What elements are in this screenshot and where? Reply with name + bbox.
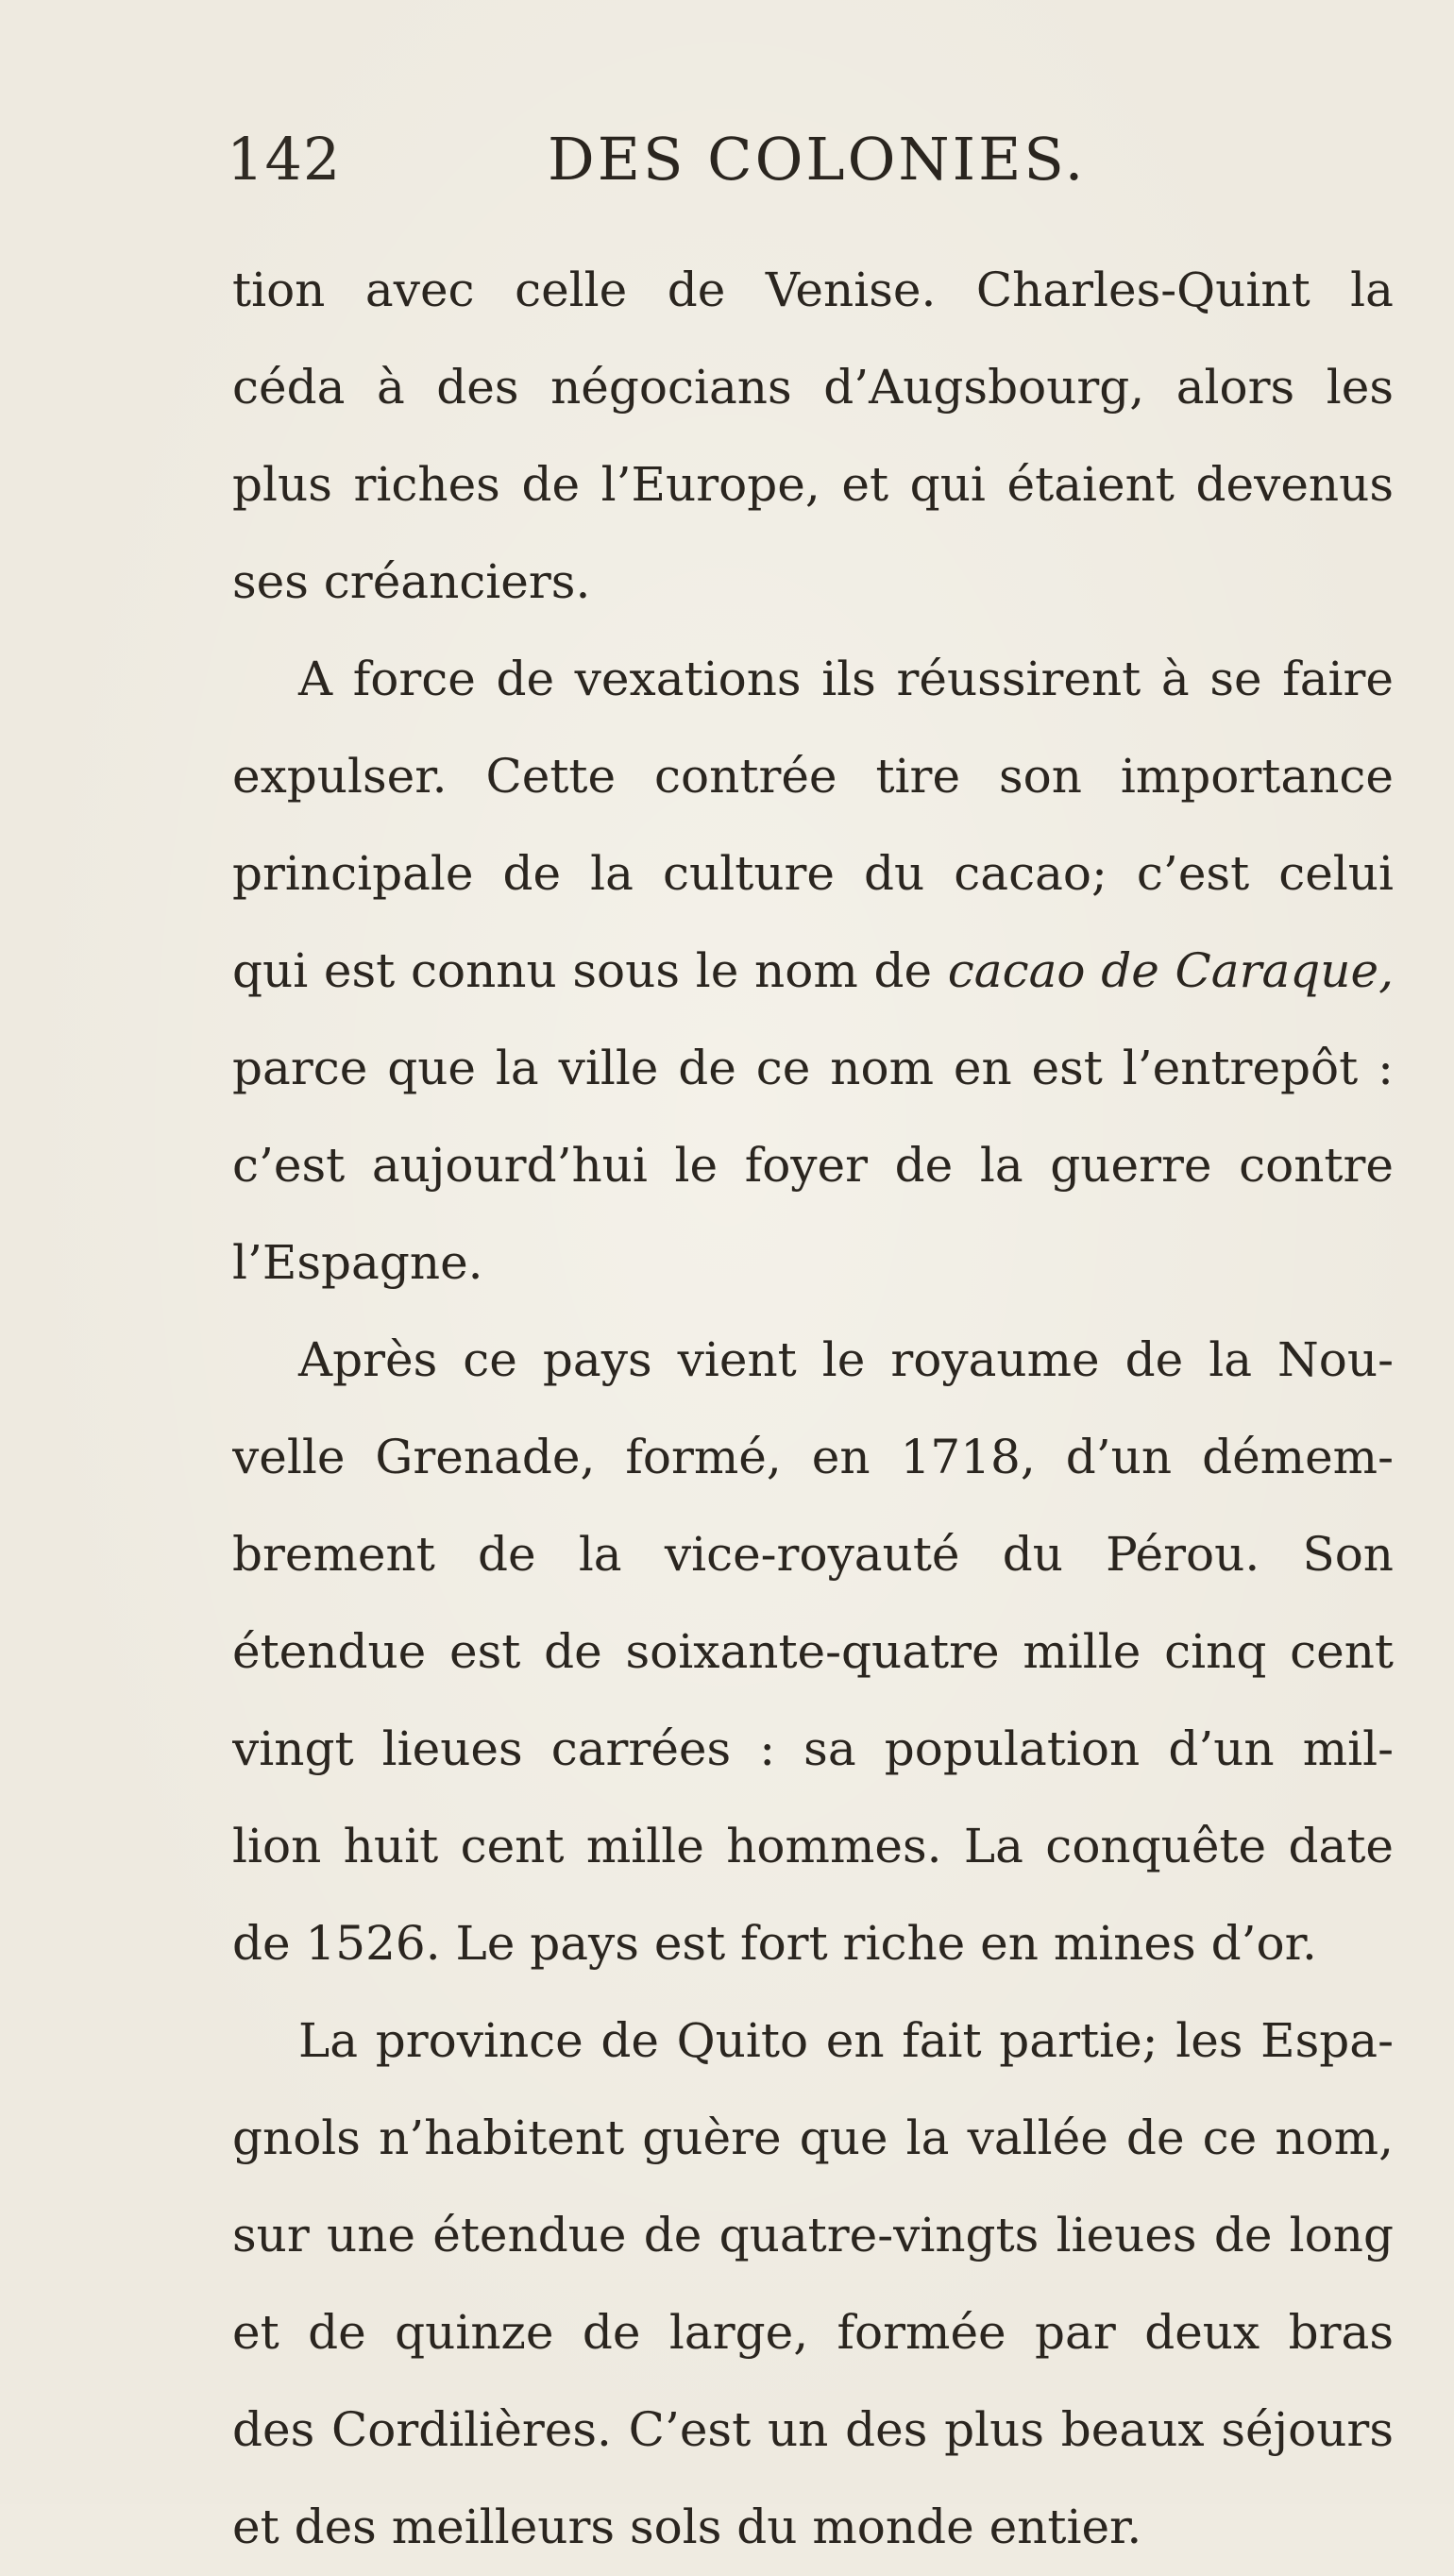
text-line: Après ce pays vient le royaume de la Nou- <box>298 1332 1394 1387</box>
text-line: La province de Quito en fait partie; les Espa- <box>298 2013 1394 2068</box>
page-header <box>227 113 1397 217</box>
text-line: plus riches de l’Europe, et qui étaient devenus <box>232 457 1394 512</box>
text-line: de 1526. Le pays est fort riche en mines d’or. <box>232 1916 1317 1971</box>
body-text <box>232 242 1394 2576</box>
italic-term: cacao de Caraque, <box>947 943 1394 998</box>
page-number: 142 <box>227 125 342 194</box>
text-line: brement de la vice-royauté du Pérou. Son <box>232 1527 1394 1582</box>
text-line: parce que la ville de ce nom en est l’entrepôt : <box>232 1041 1394 1095</box>
text-line: lion huit cent mille hommes. La conquête date <box>232 1819 1394 1873</box>
text-line: A force de vexations ils réussirent à se faire <box>298 652 1394 706</box>
text-line: étendue est de soixante-quatre mille cinq cent <box>232 1624 1394 1679</box>
text-line: ses créanciers. <box>232 554 591 609</box>
text-line: et de quinze de large, formée par deux bras <box>232 2305 1394 2360</box>
text-line: des Cordilières. C’est un des plus beaux séjours <box>232 2402 1394 2457</box>
text-line: céda à des négocians d’Augsbourg, alors les <box>232 360 1394 415</box>
running-title: DES COLONIES. <box>548 125 1087 194</box>
text-line: principale de la culture du cacao; c’est celui <box>232 846 1394 901</box>
text-line-with-italic <box>232 923 1394 1020</box>
text-line: sur une étendue de quatre-vingts lieues de long <box>232 2208 1394 2262</box>
text-line: velle Grenade, formé, en 1718, d’un démem- <box>232 1430 1394 1484</box>
text-segment: qui est connu sous le nom de <box>232 943 933 998</box>
text-line: expulser. Cette contrée tire son importance <box>232 749 1394 804</box>
text-line: gnols n’habitent guère que la vallée de ce nom, <box>232 2110 1394 2165</box>
text-line: et des meilleurs sols du monde entier. <box>232 2500 1142 2554</box>
text-line: tion avec celle de Venise. Charles-Quint la <box>232 263 1394 317</box>
text-line: l’Espagne. <box>232 1235 483 1290</box>
text-line: vingt lieues carrées : sa population d’un mil- <box>232 1721 1394 1776</box>
text-line: c’est aujourd’hui le foyer de la guerre contre <box>232 1138 1394 1193</box>
